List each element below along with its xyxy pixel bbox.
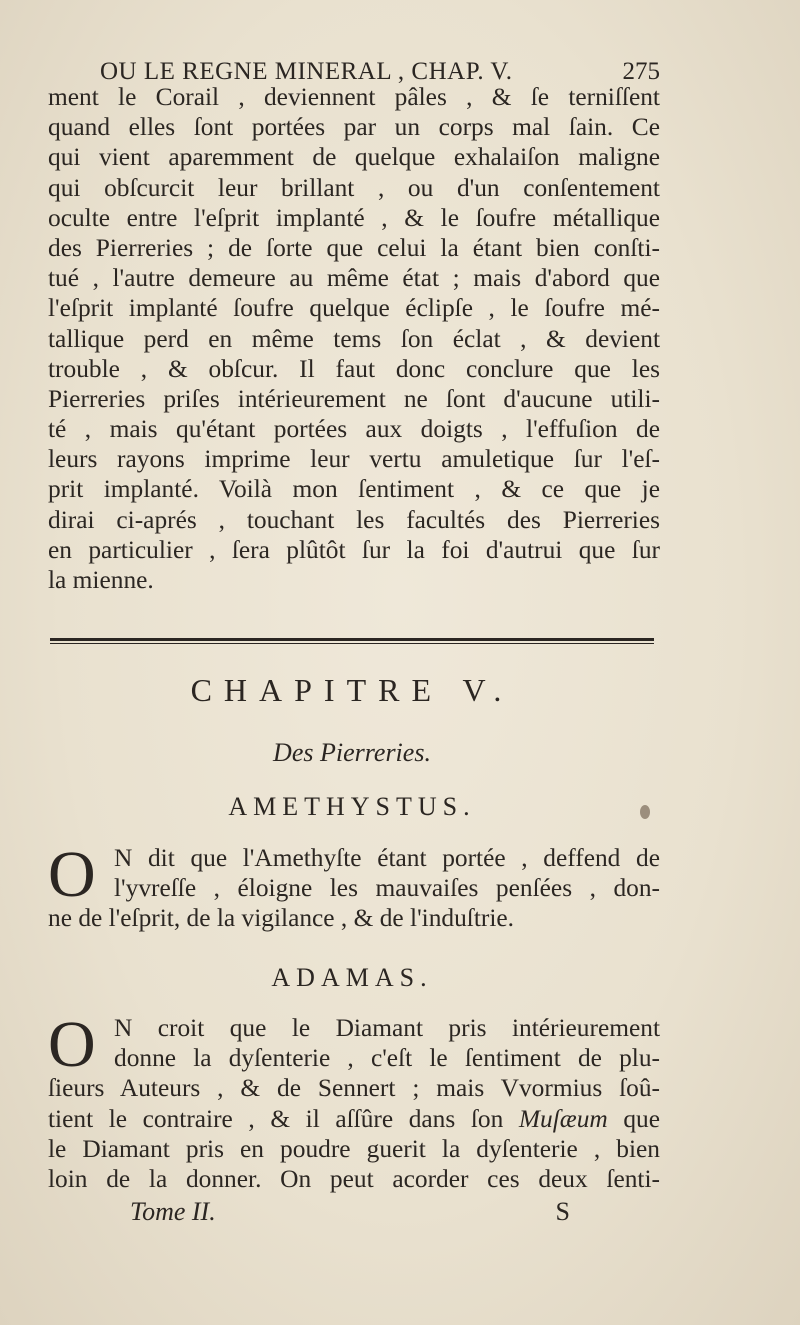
text-line: des Pierreries ; de ſorte que celui la étant bien conſti- — [48, 233, 660, 262]
body-paragraph — [48, 82, 660, 595]
text-fragment: que — [623, 1104, 660, 1133]
text-line: l'yvreſſe , éloigne les mauvaiſes penſées , don- — [114, 874, 660, 903]
text-line: qui obſcurcit leur brillant , ou d'un conſentement — [48, 173, 660, 202]
text-line: en particulier , ſera plûtôt ſur la foi d'autrui que ſur — [48, 535, 660, 564]
text-line: ment le Corail , deviennent pâles , & ſe terniſſent — [48, 83, 660, 111]
text-line-with-italic — [48, 1104, 660, 1134]
text-line: oculte entre l'eſprit implanté , & le ſoufre métallique — [48, 203, 660, 232]
volume-label: Tome II. — [130, 1197, 216, 1226]
drop-cap: O — [48, 1008, 96, 1081]
text-line: qui vient aparemment de quelque exhalaiſon maligne — [48, 143, 660, 172]
text-line: la mienne. — [48, 566, 154, 594]
text-line: prit implanté. Voilà mon ſentiment , & ce que je — [48, 475, 660, 504]
chapter-heading: CHAPITRE V. — [190, 672, 514, 708]
page-number: 275 — [622, 58, 660, 85]
entry-title-adamas: ADAMAS. — [271, 963, 433, 992]
text-line: N dit que l'Amethyſte étant portée , deffend de — [114, 844, 660, 872]
signature-mark: S — [555, 1197, 570, 1226]
section-divider-rule — [50, 638, 654, 644]
page-footer — [130, 1197, 570, 1231]
text-line: N croit que le Diamant pris intérieurement — [114, 1014, 660, 1042]
text-line: ne de l'eſprit, de la vigilance , & de l'induſtrie. — [48, 904, 515, 933]
italic-title-musaeum: Muſæum — [518, 1104, 608, 1133]
entry-title-amethystus: AMETHYSTUS. — [228, 792, 476, 821]
text-fragment: tient le contraire , & il aſſûre dans ſon — [48, 1104, 504, 1133]
text-line: le Diamant pris en poudre guerit la dyſenterie , bien — [48, 1134, 660, 1163]
running-title: OU LE REGNE MINERAL , CHAP. V. — [100, 58, 513, 85]
text-line: l'eſprit implanté ſoufre quelque éclipſe , le ſoufre mé- — [48, 294, 660, 323]
text-line: donne la dyſenterie , c'eſt le ſentiment de plu- — [114, 1044, 660, 1073]
text-line: ſieurs Auteurs , & de Sennert ; mais Vvormius ſoû- — [48, 1074, 660, 1103]
text-line: tué , l'autre demeure au même état ; mais d'abord que — [48, 264, 660, 293]
chapter-subtitle: Des Pierreries. — [273, 738, 431, 767]
ink-stain — [640, 805, 650, 819]
text-line: tallique perd en même tems ſon éclat , & devient — [48, 324, 660, 353]
text-line: leurs rayons imprime leur vertu amuletique ſur l'eſ- — [48, 445, 660, 474]
text-line: té , mais qu'étant portées aux doigts , l'effuſion de — [48, 415, 660, 444]
drop-cap: O — [48, 838, 96, 911]
text-line: Pierreries priſes intérieurement ne ſont d'aucune utili- — [48, 384, 660, 413]
entry-adamas — [48, 1008, 660, 1194]
text-line: trouble , & obſcur. Il faut donc conclure que les — [48, 354, 660, 383]
entry-amethystus — [48, 838, 660, 934]
text-line: loin de la donner. On peut acorder ces deux ſenti- — [48, 1164, 660, 1193]
text-line: dirai ci-aprés , touchant les facultés des Pierreries — [48, 505, 660, 534]
text-line: quand elles ſont portées par un corps mal ſain. Ce — [48, 113, 660, 142]
